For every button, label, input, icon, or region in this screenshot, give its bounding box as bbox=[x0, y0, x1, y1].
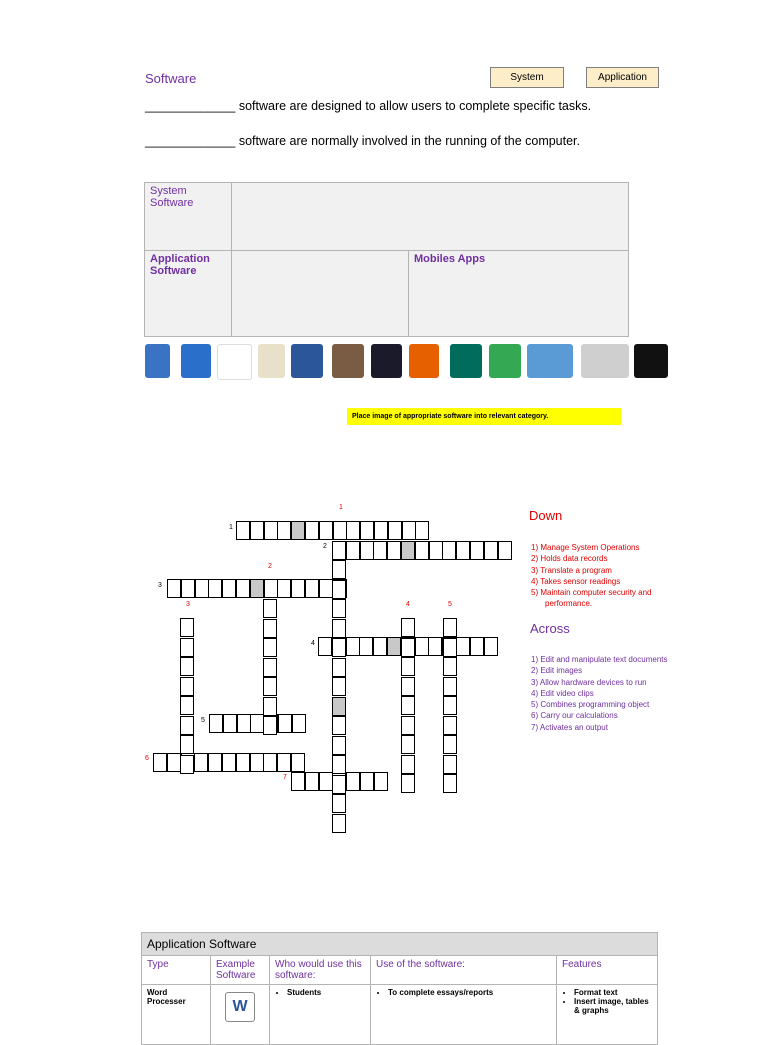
across-clue: 6) Carry our calculations bbox=[531, 711, 618, 721]
crossword-cell[interactable] bbox=[429, 541, 443, 560]
crossword-cell[interactable] bbox=[236, 753, 250, 772]
crossword-cell[interactable] bbox=[332, 814, 346, 833]
crossword-number: 1 bbox=[339, 504, 343, 511]
col-type: Type bbox=[142, 956, 211, 985]
crossword-cell[interactable] bbox=[346, 637, 360, 656]
crossword-cell[interactable] bbox=[237, 714, 251, 733]
crossword-cell[interactable] bbox=[388, 521, 402, 540]
crossword-cell[interactable] bbox=[484, 637, 498, 656]
application-option-chip[interactable]: Application bbox=[586, 67, 659, 88]
crossword-cell[interactable] bbox=[236, 521, 250, 540]
crossword-cell[interactable] bbox=[332, 560, 346, 579]
col-features: Features bbox=[557, 956, 658, 985]
across-clue: 5) Combines programming object bbox=[531, 700, 650, 710]
crossword-number: 6 bbox=[145, 755, 149, 762]
crossword-cell[interactable] bbox=[264, 521, 278, 540]
crossword-cell[interactable] bbox=[305, 772, 319, 791]
crossword-cell[interactable] bbox=[456, 637, 470, 656]
crossword-cell[interactable] bbox=[250, 579, 264, 598]
crossword-cell[interactable] bbox=[428, 637, 442, 656]
col-use: Use of the software: bbox=[371, 956, 557, 985]
firefox-icon[interactable] bbox=[409, 344, 439, 378]
angry-birds-icon[interactable] bbox=[181, 344, 211, 378]
across-clue: 1) Edit and manipulate text documents bbox=[531, 655, 668, 664]
crossword-cell[interactable] bbox=[263, 619, 277, 638]
crossword-cell[interactable] bbox=[374, 521, 388, 540]
word-icon: W bbox=[225, 992, 255, 1022]
crossword-cell[interactable] bbox=[401, 774, 415, 793]
application-software-table bbox=[141, 932, 658, 1045]
windows-logo-icon[interactable] bbox=[217, 344, 252, 380]
crossword-cell[interactable] bbox=[402, 521, 416, 540]
down-clue: 3) Translate a program bbox=[531, 565, 612, 575]
crossword-cell[interactable] bbox=[180, 618, 194, 637]
crossword-cell[interactable] bbox=[387, 637, 401, 656]
crossword-cell[interactable] bbox=[401, 638, 415, 657]
crossword-cell[interactable] bbox=[498, 541, 512, 560]
crossword-cell[interactable] bbox=[387, 541, 401, 560]
col-example: Example Software bbox=[211, 956, 270, 985]
crossword-cell[interactable] bbox=[292, 714, 306, 733]
crossword-cell[interactable] bbox=[470, 541, 484, 560]
crossword-cell[interactable] bbox=[401, 735, 415, 754]
crossword-cell[interactable] bbox=[443, 657, 457, 676]
crossword-cell[interactable] bbox=[263, 599, 277, 618]
crossword-cell[interactable] bbox=[443, 774, 457, 793]
crossword-cell[interactable] bbox=[346, 541, 360, 560]
crossword-cell[interactable] bbox=[332, 619, 346, 638]
spotify-icon[interactable] bbox=[634, 344, 668, 378]
crossword-cell[interactable] bbox=[180, 716, 194, 735]
crossword-cell[interactable] bbox=[250, 753, 264, 772]
crossword-number: 5 bbox=[448, 601, 452, 608]
crossword-cell[interactable] bbox=[181, 579, 195, 598]
crossword-cell[interactable] bbox=[401, 541, 415, 560]
installer-cd-icon[interactable] bbox=[581, 344, 629, 378]
crossword-cell[interactable] bbox=[332, 775, 346, 794]
crossword-cell[interactable] bbox=[360, 541, 374, 560]
crossword-cell[interactable] bbox=[209, 714, 223, 733]
crossword-number: 1 bbox=[229, 524, 233, 531]
crossword-cell[interactable] bbox=[222, 579, 236, 598]
mac-os-x-icon[interactable] bbox=[371, 344, 402, 378]
sentence-system: _____________ software are normally involved in the running of the computer. bbox=[145, 134, 581, 148]
row-features: • Format text • Insert image, tables & graphs bbox=[557, 985, 658, 1045]
crossword-cell[interactable] bbox=[484, 541, 498, 560]
crossword-cell[interactable] bbox=[415, 521, 429, 540]
crossword-cell[interactable] bbox=[346, 521, 360, 540]
crossword-cell[interactable] bbox=[180, 657, 194, 676]
office-box-icon[interactable] bbox=[145, 344, 170, 378]
crossword-cell[interactable] bbox=[456, 541, 470, 560]
crossword-cell[interactable] bbox=[167, 579, 181, 598]
crossword-cell[interactable] bbox=[401, 618, 415, 637]
crossword-number: 2 bbox=[268, 563, 272, 570]
crossword-cell[interactable] bbox=[443, 716, 457, 735]
crossword-cell[interactable] bbox=[332, 716, 346, 735]
crossword-cell[interactable] bbox=[291, 579, 305, 598]
sentence-application: _____________ software are designed to allow users to complete specific tasks. bbox=[145, 99, 592, 113]
crossword-cell[interactable] bbox=[401, 696, 415, 715]
crossword-cell[interactable] bbox=[263, 638, 277, 657]
crossword-cell[interactable] bbox=[305, 579, 319, 598]
crossword-cell[interactable] bbox=[443, 755, 457, 774]
application-software-dropzone[interactable] bbox=[232, 251, 409, 337]
crossword-cell[interactable] bbox=[332, 755, 346, 774]
crossword-cell[interactable] bbox=[359, 637, 373, 656]
crossword-cell[interactable] bbox=[443, 696, 457, 715]
crossword-cell[interactable] bbox=[180, 677, 194, 696]
crossword-cell[interactable] bbox=[319, 772, 333, 791]
crossword-cell[interactable] bbox=[401, 716, 415, 735]
crossword-cell[interactable] bbox=[222, 753, 236, 772]
crossword-cell[interactable] bbox=[278, 714, 292, 733]
crossword-cell[interactable] bbox=[374, 772, 388, 791]
instagram-icon[interactable] bbox=[332, 344, 364, 378]
crossword-cell[interactable] bbox=[223, 714, 237, 733]
crossword-cell[interactable] bbox=[263, 716, 277, 735]
down-clue: 2) Holds data records bbox=[531, 554, 608, 564]
category-table bbox=[144, 182, 629, 337]
crossword-cell[interactable] bbox=[443, 735, 457, 754]
crossword-cell[interactable] bbox=[401, 677, 415, 696]
crossword-number: 3 bbox=[186, 601, 190, 608]
across-clue: 4) Edit video clips bbox=[531, 688, 594, 698]
crossword-cell[interactable] bbox=[263, 677, 277, 696]
crossword-cell[interactable] bbox=[373, 541, 387, 560]
photoshop-feather-icon[interactable] bbox=[527, 344, 573, 378]
crossword-cell[interactable] bbox=[167, 753, 181, 772]
word-document-icon[interactable] bbox=[291, 344, 323, 378]
crossword-cell[interactable] bbox=[263, 753, 277, 772]
crossword-cell[interactable] bbox=[373, 637, 387, 656]
crossword-cell[interactable] bbox=[180, 735, 194, 754]
crossword-cell[interactable] bbox=[250, 521, 264, 540]
crossword-cell[interactable] bbox=[180, 755, 194, 774]
across-clue: 7) Activates an output bbox=[531, 722, 608, 732]
application-software-label: Application Software bbox=[145, 251, 232, 337]
crossword-cell[interactable] bbox=[401, 755, 415, 774]
crossword-cell[interactable] bbox=[332, 697, 346, 716]
crossword-cell[interactable] bbox=[180, 696, 194, 715]
system-option-chip[interactable]: System bbox=[490, 67, 564, 88]
crossword-cell[interactable] bbox=[332, 599, 346, 618]
crossword-cell[interactable] bbox=[360, 772, 374, 791]
down-clue: 4) Takes sensor readings bbox=[531, 576, 621, 586]
crossword-cell[interactable] bbox=[332, 580, 346, 599]
crossword-cell[interactable] bbox=[346, 772, 360, 791]
system-software-dropzone[interactable] bbox=[232, 183, 629, 251]
crossword-cell[interactable] bbox=[263, 658, 277, 677]
mobile-apps-label[interactable]: Mobiles Apps bbox=[409, 251, 629, 337]
crossword-cell[interactable] bbox=[333, 521, 347, 540]
crossword-cell[interactable] bbox=[332, 658, 346, 677]
crossword-cell[interactable] bbox=[291, 772, 305, 791]
crossword-cell[interactable] bbox=[194, 753, 208, 772]
system-software-label: System Software bbox=[145, 183, 232, 251]
across-clues bbox=[531, 654, 669, 733]
row-example bbox=[211, 985, 270, 1045]
app-table-title: Application Software bbox=[142, 933, 658, 956]
crossword-cell[interactable] bbox=[208, 753, 222, 772]
crossword-number: 7 bbox=[283, 774, 287, 781]
crossword-cell[interactable] bbox=[277, 521, 291, 540]
crossword-cell[interactable] bbox=[195, 579, 209, 598]
col-who: Who would use this software: bbox=[270, 956, 371, 985]
across-clue: 2) Edit images bbox=[531, 666, 583, 676]
crossword-cell[interactable] bbox=[291, 753, 305, 772]
crossword-cell[interactable] bbox=[332, 794, 346, 813]
crossword-cell[interactable] bbox=[332, 736, 346, 755]
crossword-cell[interactable] bbox=[332, 541, 346, 560]
across-heading: Across bbox=[530, 621, 570, 636]
crossword-cell[interactable] bbox=[470, 637, 484, 656]
notepad-icon[interactable] bbox=[258, 344, 285, 378]
row-type: Word Processer bbox=[142, 985, 211, 1045]
crossword-number: 4 bbox=[406, 601, 410, 608]
crossword-number: 3 bbox=[158, 582, 162, 589]
crossword-cell[interactable] bbox=[415, 637, 429, 656]
crossword-cell[interactable] bbox=[277, 579, 291, 598]
crossword-cell[interactable] bbox=[332, 638, 346, 657]
crossword-cell[interactable] bbox=[319, 521, 333, 540]
crossword-cell[interactable] bbox=[443, 638, 457, 657]
page-title: Software bbox=[145, 71, 197, 86]
row-use: • To complete essays/reports bbox=[371, 985, 557, 1045]
crossword-cell[interactable] bbox=[360, 521, 374, 540]
crossword-number: 4 bbox=[311, 640, 315, 647]
crossword-cell[interactable] bbox=[415, 541, 429, 560]
across-clue: 3) Allow hardware devices to run bbox=[531, 677, 647, 687]
google-maps-icon[interactable] bbox=[489, 344, 521, 378]
crossword-cell[interactable] bbox=[277, 753, 291, 772]
crossword-cell[interactable] bbox=[442, 541, 456, 560]
crossword-cell[interactable] bbox=[180, 638, 194, 657]
crossword-cell[interactable] bbox=[208, 579, 222, 598]
crossword-number: 5 bbox=[201, 717, 205, 724]
down-heading: Down bbox=[529, 508, 563, 523]
crossword-cell[interactable] bbox=[263, 697, 277, 716]
crossword-cell[interactable] bbox=[401, 657, 415, 676]
down-clue: 5) Maintain computer security and performance. bbox=[531, 588, 652, 609]
crossword-cell[interactable] bbox=[318, 637, 332, 656]
crossword-cell[interactable] bbox=[264, 579, 278, 598]
row-who: • Students bbox=[270, 985, 371, 1045]
down-clue: 1) Manage System Operations bbox=[531, 543, 640, 552]
crossword-cell[interactable] bbox=[153, 753, 167, 772]
crossword-cell[interactable] bbox=[305, 521, 319, 540]
crossword-cell[interactable] bbox=[236, 579, 250, 598]
crossword-cell[interactable] bbox=[319, 579, 333, 598]
crossword-number: 2 bbox=[323, 543, 327, 550]
down-clues bbox=[531, 542, 661, 610]
kaspersky-icon[interactable] bbox=[450, 344, 482, 378]
crossword-cell[interactable] bbox=[443, 677, 457, 696]
instruction-banner: Place image of appropriate software into relevant category. bbox=[347, 408, 621, 425]
crossword-cell[interactable] bbox=[291, 521, 305, 540]
crossword-cell[interactable] bbox=[443, 618, 457, 637]
crossword-cell[interactable] bbox=[332, 677, 346, 696]
